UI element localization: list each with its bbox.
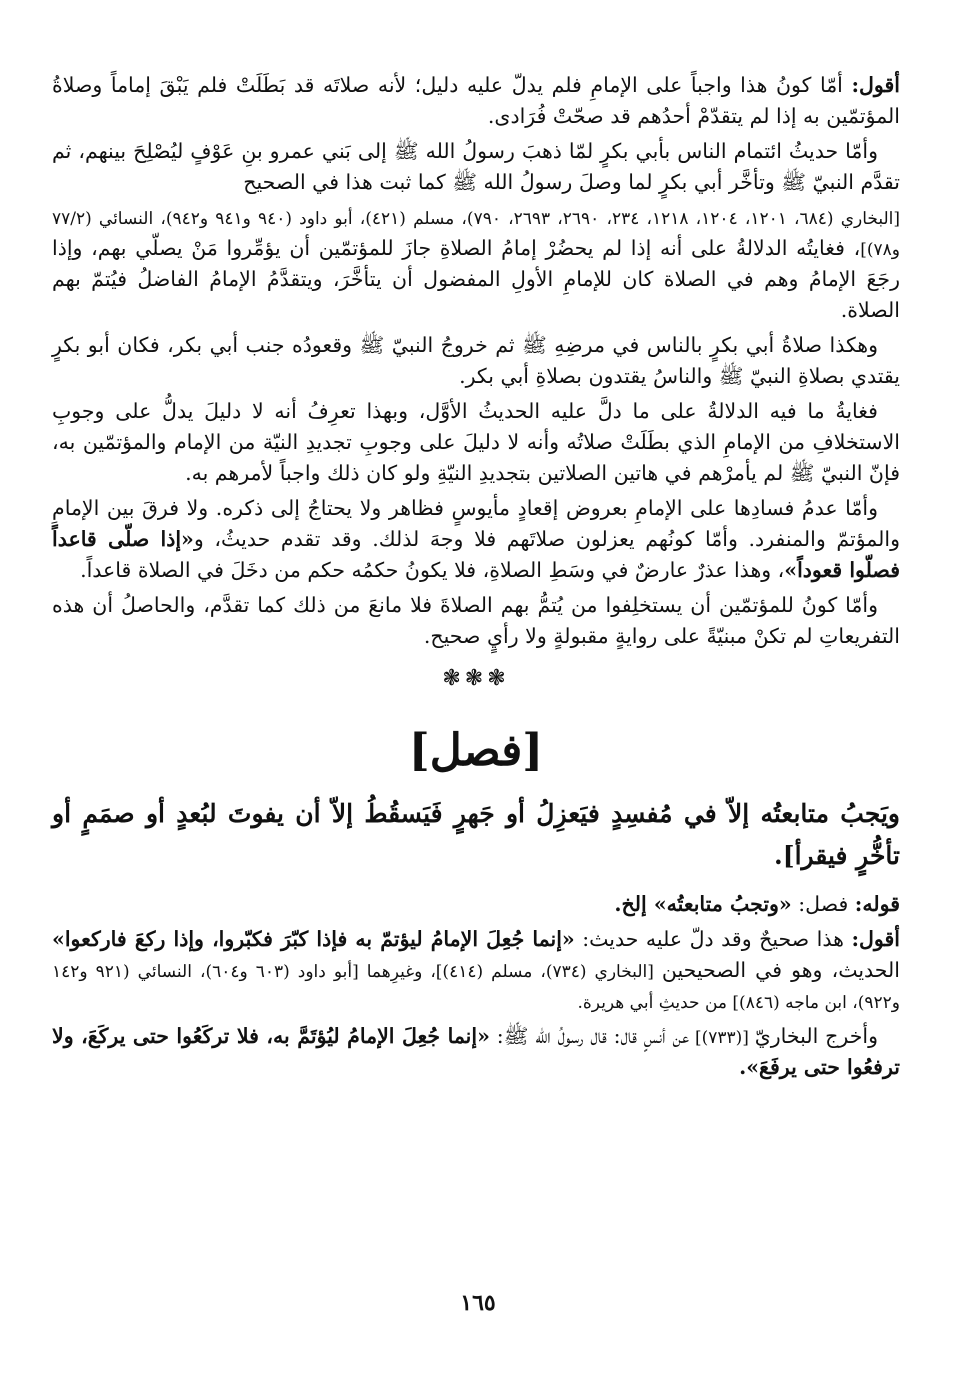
paragraph-text: أمّا كونُ هذا واجباً على الإمامِ فلم يدلّ عليه دليل؛ لأنه صلاتَه قد بَطَلَتْ فلم يَبْقَ إماماً وصلاةُ المؤتمّين به إذا لم يتقدّمْ أحدُهم قد صحّتْ فُرَادى. (52, 73, 900, 128)
commentary-2 (52, 924, 900, 1017)
paragraph-1 (52, 70, 900, 132)
qawluhu-lead: قوله: (854, 892, 900, 916)
paragraph-5 (52, 396, 900, 489)
commentary-3 (52, 1021, 900, 1083)
hadith-quote: «إنما جُعِلَ الإمامُ ليؤتمّ به فإذا كبّرَ فكبّروا، وإذا ركعَ فاركعوا» (52, 927, 575, 951)
paragraph-7 (52, 590, 900, 652)
commentary-text-cont: الحديث، وهو في الصحيحين (661, 958, 900, 982)
quoted-matn: «وتجبُ متابعتُه» إلخ. (614, 892, 792, 916)
paragraph-text-cont: ، وهذا عذرٌ عارضٌ في وسَطِ الصلاةِ، فلا يكونُ حكمُه حكم من دخَلَ في الصلاة قاعداً. (80, 558, 785, 582)
paragraph-text: فغايةُ ما فيه الدلالةُ على ما دلَّ عليه الحديثُ الأوَّل، وبهذا تعرِفُ أنه لا دليلَ يدلُّ على وجوبِ الاستخلافِ من الإمامِ الذي بطَلَتْ صلاتُه وأنه لا دليلَ على وجوبِ تجديدِ النيّة من الإمام والمؤتمّين به، فإنّ النبيّ ﷺ لم يأمرْهم في هاتين الصلاتين بتجديدِ النيّةِ ولو كان ذلك واجباً لأمرهم به. (52, 399, 900, 485)
page-number: ١٦٥ (460, 1290, 496, 1316)
matn-text: ويَجبُ متابعتُه إلاّ في مُفسِدٍ فيَعزِلُ أو جَهرٍ فَيَسقُطُ إلاّ أن يفوتَ لبُعدٍ أو صمَمٍ أو تأخُّرٍ فيقرأ]. (52, 799, 900, 870)
aqul-lead: أقول: (851, 73, 900, 97)
commentary-text: وأخرج البخاريّ (754, 1024, 878, 1048)
paragraph-text: وأمّا عدمُ فسادِها على الإمامِ بعروض إقعادٍ مأيوسٍ فظاهر ولا يحتاجُ إلى ذكره. ولا فرقَ بين الإمامِ والمؤتمّ والمنفرد. وأمّا كونُهم يعزلون صلاتَهم فلا وجهَ لذلك. وقد تقدم حديثُ، و (52, 496, 900, 551)
commentary-1 (52, 889, 900, 920)
section-separator: ❃❃❃ (442, 666, 510, 691)
commentary-text: فصل: (791, 892, 855, 916)
commentary-text: هذا صحيحٌ وقد دلّ عليه حديث: (574, 927, 852, 951)
page-body (52, 70, 900, 1087)
paragraph-6 (52, 493, 900, 586)
hadith-quote: «إنما جُعِلَ الإمامُ ليُؤتَمَّ به، فلا تركَعُوا حتى يركَعَ، ولا ترفعُوا حتى يرفَعَ». (52, 1024, 900, 1079)
paragraph-2 (52, 136, 900, 198)
paragraph-text: وأمّا كونُ للمؤتمّين أن يستخلِفوا من يُتمُّ بهم الصلاةَ فلا مانعَ من ذلك كما تقدَّم، والحاصلُ أن هذه التفريعاتِ لم تكنْ مبنيّةً على روايةٍ مقبولةٍ ولا رأيٍ صحيح. (52, 593, 900, 648)
citation: [البخاري (٧٣٤)، مسلم (٤١٤)]، وغيرِهما [أبو داود (٦٠٣ و٦٠٤)، النسائي (٩٢١ و١٤٢ و٩٢٢)، ابن ماجه (٨٤٦)] من حديثِ أبي هريرة. (52, 962, 900, 1013)
section-heading: [فصل] (408, 725, 544, 776)
paragraph-4 (52, 330, 900, 392)
paragraph-text: وأمّا حديثُ ائتمام الناس بأبي بكرٍ لمّا ذهبَ رسولُ الله ﷺ إلى بَني عمرو بنِ عَوْفٍ ليُصْلِحَ بينهم، ثم تقدَّم النبيّ ﷺ وتأخَّر أبي بكرٍ لما وصلَ رسولُ الله ﷺ كما ثبت هذا في الصحيح (52, 139, 900, 194)
citation: [(٧٣٣)] (689, 1028, 755, 1048)
citation: [البخاري (٦٨٤، ١٢٠١، ١٢٠٤، ١٢١٨، ٢٣٤، ٢٦٩٠، ٢٦٩٣، ٧٩٠)، مسلم (٤٢١)، أبو داود (٩٤٠ و٩٤١ و٩٤٢)، النسائي (٧٧/٢ و٧٨)] (52, 209, 901, 260)
hadith-quote: «إذا صلّى قاعداً فصلّوا قعوداً» (52, 527, 900, 582)
aqul-lead: أقول: (851, 927, 901, 951)
paragraph-text: وهكذا صلاةُ أبي بكرٍ بالناس في مرضِهِ ﷺ ثم خروجُ النبيّ ﷺ وقعودُه جنب أبي بكر، فكان أبو بكرٍ يقتدي بصلاةِ النبيّ ﷺ والناسُ يقتدون بصلاةِ أبي بكر. (52, 333, 900, 388)
paragraph-3 (52, 202, 900, 326)
paragraph-text: ، فغايتُه الدلالةُ على أنه إذا لم يحضُرْ إمامُ الصلاةِ جازَ للمؤتمّين أن يؤمِّروا مَنْ يصلّي بهم، وإذا رجَعَ الإمامُ وهم في الصلاة كان للإمامِ الأولِ المفضول أن يتأخَّرَ، ويتقدَّمُ الإمامُ الفاضلُ فيُتمّ بهم الصلاة. (52, 236, 900, 322)
commentary-text-cont: عن أنسٍ قال: قال رسولُ الله ﷺ: (489, 1024, 690, 1048)
